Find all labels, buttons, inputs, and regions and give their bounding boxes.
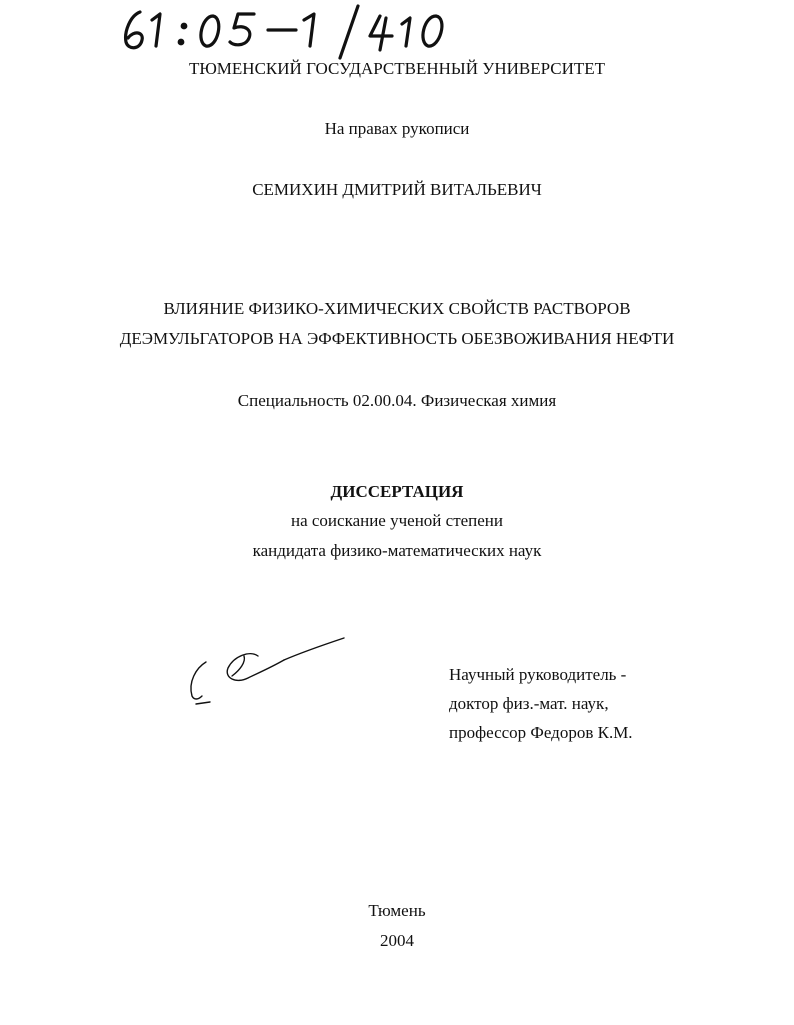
- handwritten-archive-number: [118, 2, 458, 62]
- specialty: Специальность 02.00.04. Физическая химия: [237, 391, 557, 410]
- signature: [180, 630, 350, 710]
- city: Тюмень: [368, 901, 426, 920]
- supervisor-degree: доктор физ.-мат. наук,: [449, 694, 609, 713]
- supervisor-role: Научный руководитель -: [449, 665, 627, 684]
- degree-line-2: кандидата физико-математических наук: [252, 541, 542, 560]
- author-name: СЕМИХИН ДМИТРИЙ ВИТАЛЬЕВИЧ: [252, 180, 542, 199]
- dissertation-heading: ДИССЕРТАЦИЯ: [330, 482, 464, 501]
- supervisor-block: [449, 660, 749, 747]
- manuscript-note: На правах рукописи: [324, 119, 470, 138]
- supervisor-name: профессор Федоров К.М.: [449, 723, 633, 742]
- title-line-1: ВЛИЯНИЕ ФИЗИКО-ХИМИЧЕСКИХ СВОЙСТВ РАСТВОРОВ: [163, 299, 631, 318]
- university-name: ТЮМЕНСКИЙ ГОСУДАРСТВЕННЫЙ УНИВЕРСИТЕТ: [188, 59, 606, 78]
- title-line-2: ДЕЭМУЛЬГАТОРОВ НА ЭФФЕКТИВНОСТЬ ОБЕЗВОЖИВАНИЯ НЕФТИ: [119, 329, 675, 348]
- year: 2004: [380, 931, 414, 950]
- degree-line-1: на соискание ученой степени: [290, 511, 504, 530]
